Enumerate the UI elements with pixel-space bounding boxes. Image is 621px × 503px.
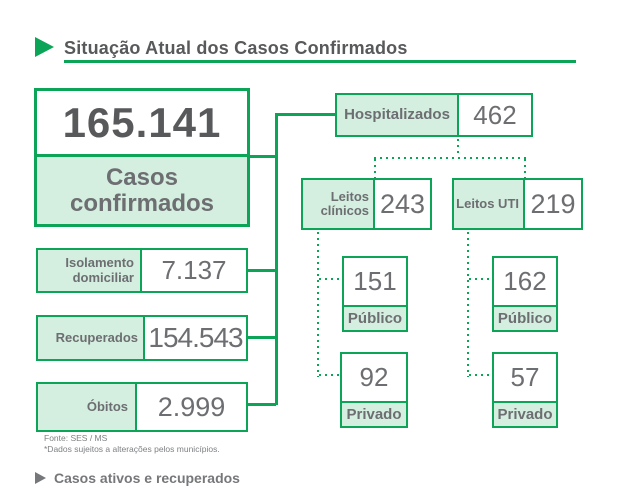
dotted-clinical-private-stub (319, 374, 340, 376)
hospitalized-box (335, 93, 533, 137)
icu-private-label: Privado (494, 401, 556, 426)
deaths-value: 2.999 (157, 391, 226, 422)
clinical-beds-label: Leitos clínicos (303, 180, 375, 228)
next-section-heading (35, 470, 240, 486)
isolation-box (36, 248, 248, 293)
dotted-uti-trunk (467, 232, 469, 377)
deaths-label: Óbitos (38, 384, 137, 430)
icu-public-value: 162 (503, 266, 547, 296)
icu-private-box (492, 352, 558, 428)
icu-beds-box (452, 178, 583, 230)
title-underline (64, 60, 576, 63)
clinical-beds-value: 243 (379, 188, 426, 219)
dotted-uti-drop (524, 159, 526, 178)
page-title: Situação Atual dos Casos Confirmados (64, 38, 408, 58)
clinical-private-box (340, 352, 408, 428)
recovered-box (36, 315, 248, 361)
dotted-hospitalized-drop (457, 139, 459, 157)
dotted-clinical-public-stub (319, 278, 342, 280)
connector-total-line (249, 155, 276, 158)
dotted-uti-public-stub (469, 278, 492, 280)
dotted-clinical-trunk (317, 232, 319, 377)
icu-beds-label: Leitos UTI (454, 180, 525, 228)
connector-recovered-line (247, 336, 276, 339)
dotted-uti-private-stub (469, 374, 492, 376)
isolation-label: Isolamento domiciliar (38, 250, 142, 291)
total-cases-label: Casos confirmados (37, 157, 247, 224)
icu-public-label: Público (494, 305, 556, 330)
icu-private-value: 57 (510, 362, 540, 392)
clinical-private-value: 92 (359, 362, 389, 392)
total-cases-box (34, 88, 250, 227)
connector-isolation-line (247, 269, 276, 272)
clinical-beds-box (301, 178, 432, 230)
hospitalized-value: 462 (473, 99, 517, 130)
disclaimer-note: *Dados sujeitos a alterações pelos municípios. (44, 444, 220, 454)
deaths-box (36, 382, 248, 432)
icu-public-box (492, 256, 558, 332)
clinical-public-box (342, 256, 408, 332)
recovered-label: Recuperados (38, 317, 145, 359)
dotted-beds-branch (374, 157, 526, 159)
recovered-value: 154.543 (148, 322, 243, 353)
total-cases-value: 165.141 (37, 91, 247, 157)
clinical-private-label: Privado (342, 401, 406, 426)
clinical-public-label: Público (344, 305, 406, 330)
clinical-public-value: 151 (353, 266, 397, 296)
section-arrow-icon (35, 37, 54, 57)
connector-hospitalized-line (277, 113, 335, 116)
connector-deaths-line (247, 403, 276, 406)
dotted-clinical-drop (374, 159, 376, 178)
source-note: Fonte: SES / MS (44, 433, 108, 443)
next-section-arrow-icon (35, 472, 46, 484)
hospitalized-label: Hospitalizados (337, 95, 459, 135)
icu-beds-value: 219 (530, 188, 576, 219)
isolation-value: 7.137 (161, 255, 227, 285)
next-section-title: Casos ativos e recuperados (54, 470, 240, 486)
